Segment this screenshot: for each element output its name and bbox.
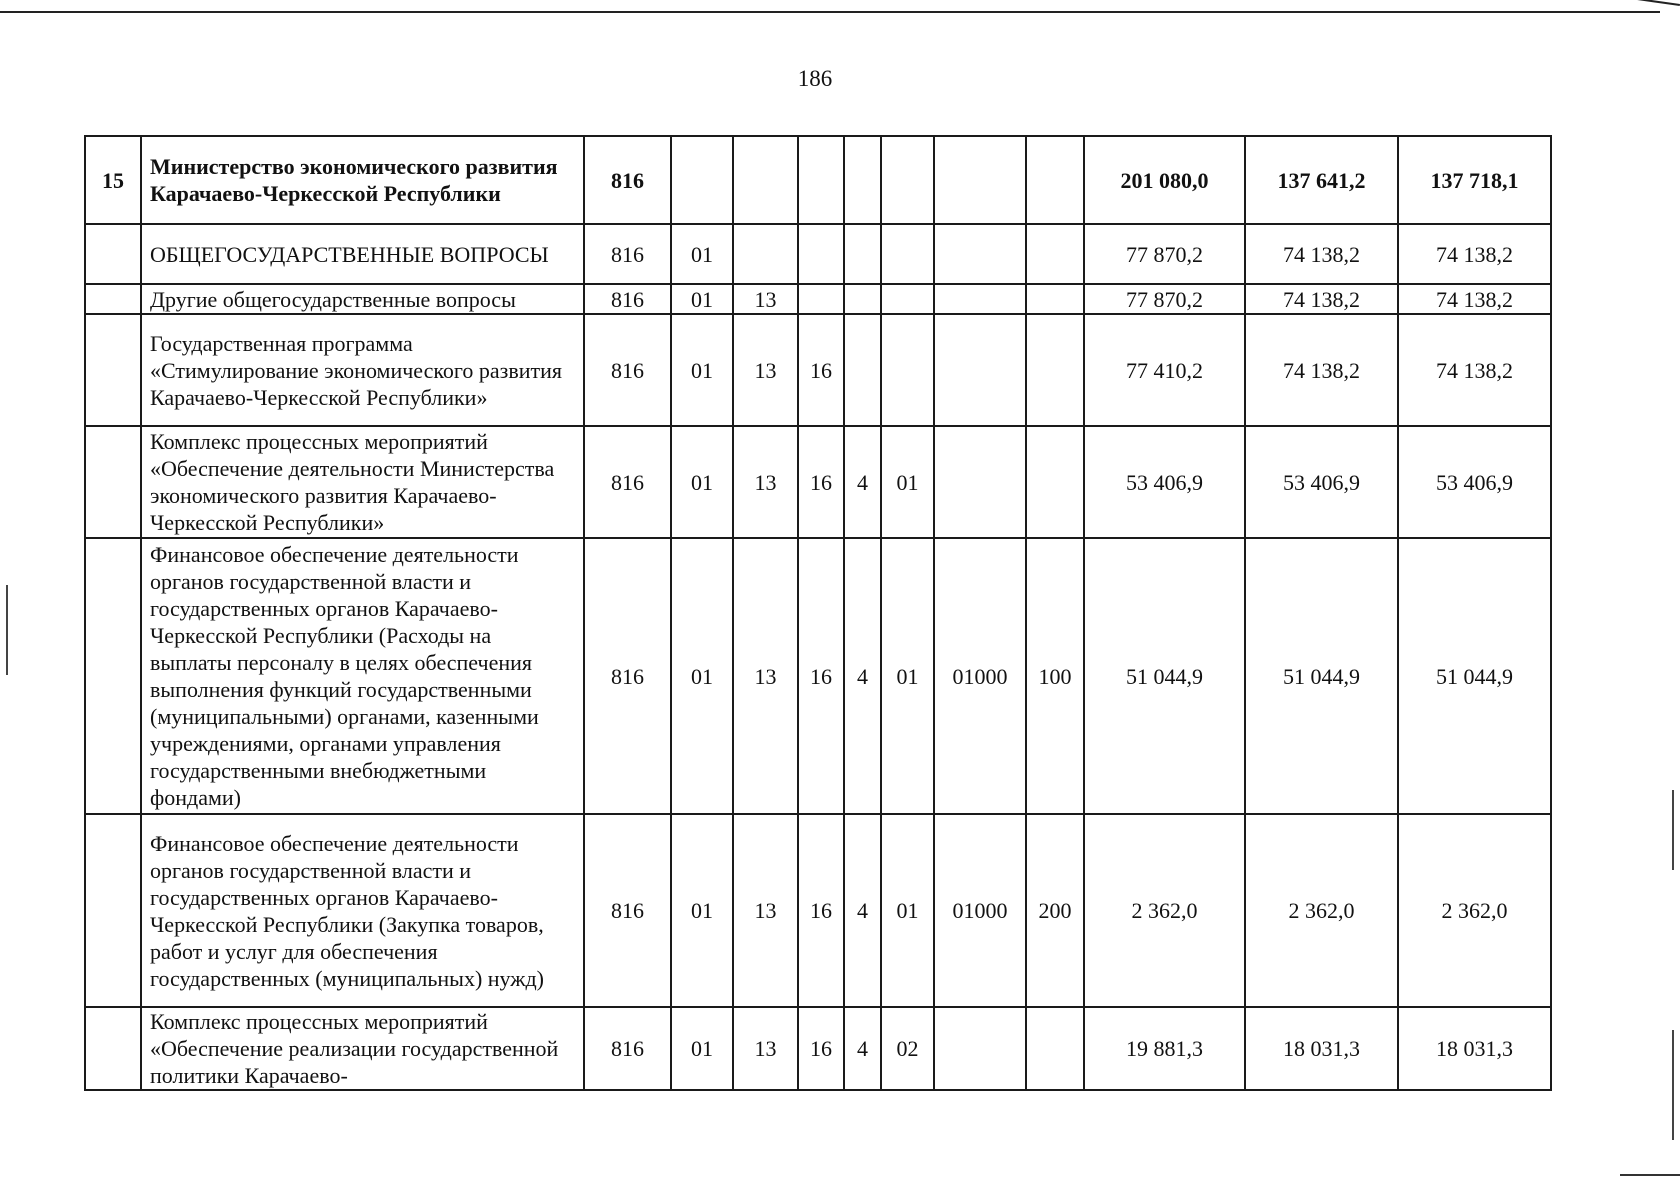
direction-code-cell bbox=[934, 136, 1026, 224]
table-row bbox=[85, 284, 1551, 314]
complex-code-cell bbox=[881, 314, 934, 426]
program-code-cell: 16 bbox=[798, 538, 844, 814]
complex-code-cell: 01 bbox=[881, 814, 934, 1007]
ministry-code-cell: 816 bbox=[584, 538, 671, 814]
amount-year1-cell: 77 870,2 bbox=[1084, 224, 1245, 284]
section-code-cell: 01 bbox=[671, 538, 733, 814]
amount-year3-cell: 53 406,9 bbox=[1398, 426, 1551, 538]
table-row bbox=[85, 814, 1551, 1007]
subsection-code-cell: 13 bbox=[733, 284, 798, 314]
table-row bbox=[85, 426, 1551, 538]
amount-year1-cell: 53 406,9 bbox=[1084, 426, 1245, 538]
amount-year2-cell: 18 031,3 bbox=[1245, 1007, 1398, 1090]
expense-type-cell bbox=[1026, 224, 1084, 284]
program-type-cell bbox=[844, 136, 881, 224]
subsection-code-cell bbox=[733, 224, 798, 284]
section-code-cell: 01 bbox=[671, 426, 733, 538]
subsection-code-cell: 13 bbox=[733, 426, 798, 538]
program-type-cell: 4 bbox=[844, 1007, 881, 1090]
section-code-cell bbox=[671, 136, 733, 224]
ministry-code-cell: 816 bbox=[584, 1007, 671, 1090]
ministry-code-cell: 816 bbox=[584, 426, 671, 538]
amount-year2-cell: 137 641,2 bbox=[1245, 136, 1398, 224]
program-type-cell: 4 bbox=[844, 426, 881, 538]
subsection-code-cell: 13 bbox=[733, 314, 798, 426]
item-name-cell: Финансовое обеспечение деятельности органов государственной власти и государственных органов Карачаево-Черкесской Республики (Расходы на выплаты персоналу в целях обеспечения выполнения функций государственными (муниципальными) органами, казенными учреждениями, органами управления государственными внебюджетными фондами) bbox=[141, 538, 584, 814]
ministry-code-cell: 816 bbox=[584, 814, 671, 1007]
subsection-code-cell: 13 bbox=[733, 538, 798, 814]
amount-year1-cell: 77 870,2 bbox=[1084, 284, 1245, 314]
subsection-code-cell: 13 bbox=[733, 1007, 798, 1090]
program-code-cell bbox=[798, 224, 844, 284]
section-code-cell: 01 bbox=[671, 284, 733, 314]
amount-year1-cell: 2 362,0 bbox=[1084, 814, 1245, 1007]
table-row bbox=[85, 136, 1551, 224]
direction-code-cell bbox=[934, 284, 1026, 314]
program-type-cell: 4 bbox=[844, 538, 881, 814]
item-name-cell: ОБЩЕГОСУДАРСТВЕННЫЕ ВОПРОСЫ bbox=[141, 224, 584, 284]
expense-type-cell: 200 bbox=[1026, 814, 1084, 1007]
expense-type-cell bbox=[1026, 1007, 1084, 1090]
program-type-cell: 4 bbox=[844, 814, 881, 1007]
program-type-cell bbox=[844, 224, 881, 284]
complex-code-cell: 01 bbox=[881, 538, 934, 814]
program-code-cell: 16 bbox=[798, 426, 844, 538]
program-code-cell: 16 bbox=[798, 314, 844, 426]
direction-code-cell bbox=[934, 1007, 1026, 1090]
amount-year3-cell: 74 138,2 bbox=[1398, 284, 1551, 314]
row-number-cell bbox=[85, 1007, 141, 1090]
table-row bbox=[85, 538, 1551, 814]
expense-type-cell bbox=[1026, 136, 1084, 224]
row-number-cell bbox=[85, 284, 141, 314]
program-code-cell: 16 bbox=[798, 814, 844, 1007]
program-code-cell bbox=[798, 284, 844, 314]
section-code-cell: 01 bbox=[671, 1007, 733, 1090]
item-name-cell: Комплекс процессных мероприятий «Обеспечение реализации государственной политики Карачаево- bbox=[141, 1007, 584, 1090]
program-code-cell bbox=[798, 136, 844, 224]
amount-year2-cell: 74 138,2 bbox=[1245, 284, 1398, 314]
table-row bbox=[85, 314, 1551, 426]
table-row bbox=[85, 224, 1551, 284]
expense-type-cell bbox=[1026, 284, 1084, 314]
program-code-cell: 16 bbox=[798, 1007, 844, 1090]
amount-year3-cell: 74 138,2 bbox=[1398, 224, 1551, 284]
amount-year1-cell: 77 410,2 bbox=[1084, 314, 1245, 426]
direction-code-cell bbox=[934, 314, 1026, 426]
item-name-cell: Другие общегосударственные вопросы bbox=[141, 284, 584, 314]
amount-year2-cell: 74 138,2 bbox=[1245, 314, 1398, 426]
amount-year3-cell: 18 031,3 bbox=[1398, 1007, 1551, 1090]
expense-type-cell: 100 bbox=[1026, 538, 1084, 814]
table-row bbox=[85, 1007, 1551, 1090]
scan-corner-fold bbox=[1632, 0, 1680, 18]
direction-code-cell: 01000 bbox=[934, 538, 1026, 814]
amount-year2-cell: 74 138,2 bbox=[1245, 224, 1398, 284]
amount-year3-cell: 2 362,0 bbox=[1398, 814, 1551, 1007]
complex-code-cell bbox=[881, 136, 934, 224]
amount-year3-cell: 51 044,9 bbox=[1398, 538, 1551, 814]
scan-artifact-right bbox=[1672, 790, 1674, 870]
scan-artifact-left bbox=[6, 585, 8, 675]
scan-border-bottom bbox=[1620, 1174, 1680, 1176]
section-code-cell: 01 bbox=[671, 814, 733, 1007]
complex-code-cell: 02 bbox=[881, 1007, 934, 1090]
row-number-cell: 15 bbox=[85, 136, 141, 224]
row-number-cell bbox=[85, 426, 141, 538]
row-number-cell bbox=[85, 224, 141, 284]
page-number: 186 bbox=[797, 66, 833, 91]
subsection-code-cell bbox=[733, 136, 798, 224]
amount-year3-cell: 137 718,1 bbox=[1398, 136, 1551, 224]
amount-year3-cell: 74 138,2 bbox=[1398, 314, 1551, 426]
amount-year1-cell: 201 080,0 bbox=[1084, 136, 1245, 224]
budget-table bbox=[84, 135, 1552, 1091]
item-name-cell: Финансовое обеспечение деятельности органов государственной власти и государственных органов Карачаево-Черкесской Республики (Закупка товаров, работ и услуг для обеспечения государственных (муниципальных) нужд) bbox=[141, 814, 584, 1007]
section-code-cell: 01 bbox=[671, 224, 733, 284]
ministry-code-cell: 816 bbox=[584, 284, 671, 314]
program-type-cell bbox=[844, 284, 881, 314]
row-number-cell bbox=[85, 814, 141, 1007]
expense-type-cell bbox=[1026, 314, 1084, 426]
complex-code-cell bbox=[881, 284, 934, 314]
amount-year1-cell: 51 044,9 bbox=[1084, 538, 1245, 814]
row-number-cell bbox=[85, 538, 141, 814]
ministry-code-cell: 816 bbox=[584, 224, 671, 284]
direction-code-cell bbox=[934, 426, 1026, 538]
row-number-cell bbox=[85, 314, 141, 426]
scan-artifact-right-lower bbox=[1672, 1030, 1674, 1140]
table-body bbox=[85, 136, 1551, 1090]
direction-code-cell: 01000 bbox=[934, 814, 1026, 1007]
amount-year2-cell: 51 044,9 bbox=[1245, 538, 1398, 814]
scan-border-top bbox=[0, 11, 1660, 13]
amount-year2-cell: 53 406,9 bbox=[1245, 426, 1398, 538]
ministry-code-cell: 816 bbox=[584, 136, 671, 224]
subsection-code-cell: 13 bbox=[733, 814, 798, 1007]
section-code-cell: 01 bbox=[671, 314, 733, 426]
item-name-cell: Комплекс процессных мероприятий «Обеспечение деятельности Министерства экономического развития Карачаево-Черкесской Республики» bbox=[141, 426, 584, 538]
direction-code-cell bbox=[934, 224, 1026, 284]
program-type-cell bbox=[844, 314, 881, 426]
complex-code-cell bbox=[881, 224, 934, 284]
ministry-code-cell: 816 bbox=[584, 314, 671, 426]
item-name-cell: Государственная программа «Стимулирование экономического развития Карачаево-Черкесской Республики» bbox=[141, 314, 584, 426]
amount-year2-cell: 2 362,0 bbox=[1245, 814, 1398, 1007]
complex-code-cell: 01 bbox=[881, 426, 934, 538]
amount-year1-cell: 19 881,3 bbox=[1084, 1007, 1245, 1090]
item-name-cell: Министерство экономического развития Карачаево-Черкесской Республики bbox=[141, 136, 584, 224]
expense-type-cell bbox=[1026, 426, 1084, 538]
